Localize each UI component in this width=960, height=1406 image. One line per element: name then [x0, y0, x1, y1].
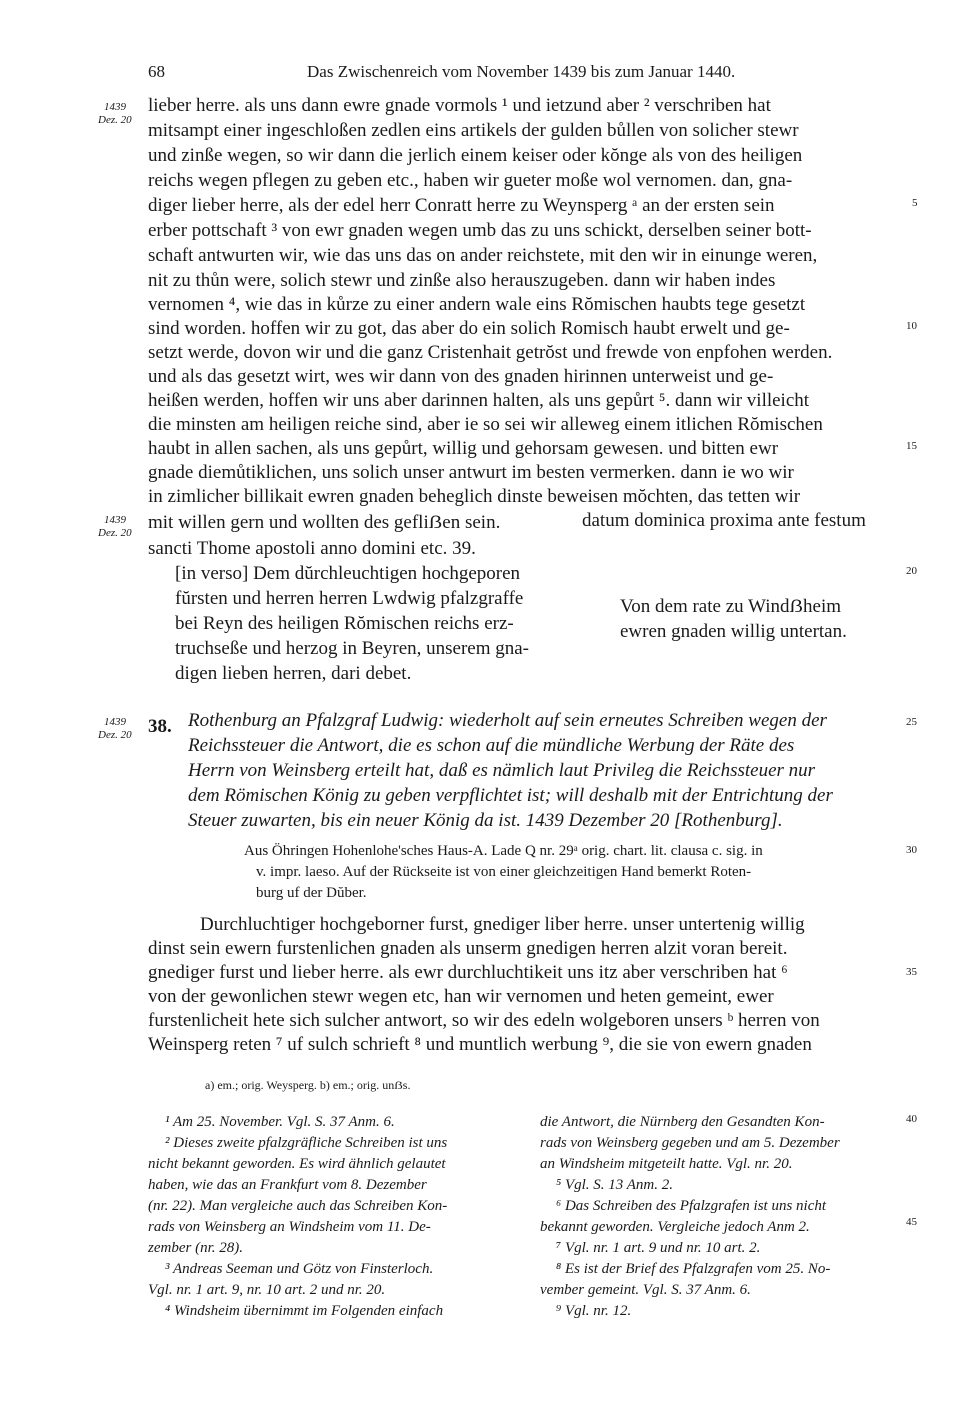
address-line: truchseße und herzog in Beyren, unserem gna- — [175, 638, 530, 659]
footnote-line: ⁶ Das Schreiben des Pfalzgrafen ist uns nicht — [556, 1198, 827, 1214]
dating-clause: datum dominica proxima ante festum — [582, 510, 866, 531]
regest-line: Rothenburg an Pfalzgraf Ludwig: wiederholt auf sein erneutes Schreiben wegen der — [188, 710, 827, 731]
text-line: reichs wegen pflegen zu geben etc., haben wir gueter moße wol vernomen. dan, gna- — [148, 170, 793, 191]
text-line: von der gewonlichen stewr wegen etc, han wir vernomen und heten gemeint, ewer — [148, 986, 774, 1007]
regest-line: dem Römischen König zu geben verpflichtet ist; will deshalb mit der Entrichtung der — [188, 785, 833, 806]
text-line: diger lieber herre, als der edel herr Conratt herre zu Weynsperg ᵃ an der ersten sein — [148, 195, 775, 216]
text-line: lieber herre. als uns dann ewre gnade vormols ¹ und ietzund aber ² verschriben hat — [148, 95, 771, 116]
footnote-line: an Windsheim mitgeteilt hatte. Vgl. nr. 20. — [540, 1156, 793, 1172]
address-line: digen lieben herren, dari debet. — [175, 663, 412, 684]
text-line: in zimlicher billikait ewren gnaden beheglich dinste beweisen mŏchten, das tetten wir — [148, 486, 801, 507]
address-line: [in verso] Dem dŭrchleuchtigen hochgeporen — [175, 563, 521, 584]
page-number: 68 — [148, 62, 165, 81]
footnote-line: haben, wie das an Frankfurt vom 8. Dezember — [148, 1177, 427, 1193]
address-line: bei Reyn des heiligen Rŏmischen reichs erz- — [175, 613, 514, 634]
text-line: sind worden. hoffen wir zu got, das aber do ein solich Romisch haubt erwelt und ge- — [148, 318, 790, 339]
text-line: und zinße wegen, so wir dann die jerlich einem keiser oder kŏnge als von des heiligen — [148, 145, 803, 166]
document-number: 38. — [148, 716, 172, 737]
footnote-line: ¹ Am 25. November. Vgl. S. 37 Anm. 6. — [165, 1114, 395, 1130]
text-line: Durchluchtiger hochgeborner furst, gnediger liber herre. unser untertenig willig — [200, 914, 805, 935]
line-number: 35 — [906, 966, 917, 978]
line-number: 25 — [906, 716, 917, 728]
signature-line: Von dem rate zu Windẞheim — [620, 596, 842, 617]
regest-line: Herrn von Weinsberg erteilt hat, daß es nämlich laut Privileg die Reichssteuer nur — [188, 760, 816, 781]
text-line: mit willen gern und wollten des gefliẞen sein. — [148, 512, 501, 533]
footnote-line: ⁸ Es ist der Brief des Pfalzgrafen vom 25. No- — [556, 1261, 831, 1277]
text-line: und als das gesetzt wirt, wes wir dann von des gnaden hirinnen unterweist und ge- — [148, 366, 774, 387]
source-line: Aus Öhringen Hohenlohe'sches Haus-A. Lade Q nr. 29ᵃ orig. chart. lit. clausa c. sig. in — [244, 843, 763, 859]
footnote-line: ⁵ Vgl. S. 13 Anm. 2. — [556, 1177, 674, 1193]
footnote-line: ⁴ Windsheim übernimmt im Folgenden einfach — [165, 1303, 444, 1319]
line-number: 20 — [906, 565, 917, 577]
source-line: v. impr. laeso. Auf der Rückseite ist von einer gleichzeitigen Hand bemerkt Roten- — [256, 864, 752, 880]
signature-line: ewren gnaden willig untertan. — [620, 621, 847, 642]
regest-line: Reichssteuer die Antwort, die es schon auf die mündliche Werbung der Räte des — [188, 735, 795, 756]
text-line: gnade diemůtiklichen, uns solich unser antwurt im besten vermerken. dann ie wo wir — [148, 462, 794, 483]
margin-date: 1439 Dez. 20 — [98, 101, 132, 126]
text-line: heißen werden, hoffen wir uns aber darinnen halten, als uns gepůrt ⁵. dann wir villeicht — [148, 390, 810, 411]
footnote-line: vember gemeint. Vgl. S. 37 Anm. 6. — [540, 1282, 751, 1298]
text-line: nit zu thůn were, solich stewr und zinße also herauszugeben. dann wir haben indes — [148, 270, 776, 291]
margin-date: 1439 Dez. 20 — [98, 716, 132, 741]
text-line: gnediger furst und lieber herre. als ewr durchluchtikeit uns itz aber verschriben hat ⁶ — [148, 962, 788, 983]
line-number: 40 — [906, 1113, 917, 1125]
text-line: sancti Thome apostoli anno domini etc. 39. — [148, 538, 476, 559]
running-title: Das Zwischenreich vom November 1439 bis zum Januar 1440. — [307, 62, 736, 81]
text-line: erber pottschaft ³ von ewr gnaden wegen umb das zu uns schickt, derselben seiner bott- — [148, 220, 812, 241]
text-line: schaft antwurten wir, wie das uns das on ander reichstete, mit den wir in einunge weren, — [148, 245, 818, 266]
text-line: haubt in allen sachen, als uns gepůrt, willig und gehorsam gewesen. und bitten ewr — [148, 438, 779, 459]
text-line: mitsampt einer ingeschloßen zedlen eins artikels der gulden bůllen von solicher stewr — [148, 120, 799, 141]
text-line: Weinsperg reten ⁷ uf sulch schrieft ⁸ und muntlich werbung ⁹, die sie von ewern gnaden — [148, 1034, 812, 1055]
footnote-line: ⁷ Vgl. nr. 1 art. 9 und nr. 10 art. 2. — [556, 1240, 761, 1256]
address-line: fŭrsten und herren herren Lwdwig pfalzgraffe — [175, 588, 524, 609]
source-line: burg uf der Dŭber. — [256, 885, 367, 901]
footnote-line: rads von Weinsberg an Windsheim vom 11. De- — [148, 1219, 431, 1235]
text-line: vernomen ⁴, wie das in kůrze zu einer andern wale eins Rŏmischen haubts tege gesetzt — [148, 294, 806, 315]
margin-date: 1439 Dez. 20 — [98, 514, 132, 539]
footnote-line: zember (nr. 28). — [148, 1240, 243, 1256]
footnote-line: rads von Weinsberg gegeben und am 5. Dezember — [540, 1135, 840, 1151]
line-number: 45 — [906, 1216, 917, 1228]
text-line: furstenlicheit hete sich sulcher antwort, so wir des edeln wolgeboren unsers ᵇ herren von — [148, 1010, 820, 1031]
footnote-line: ³ Andreas Seeman und Götz von Finsterloch. — [165, 1261, 434, 1277]
footnote-line: nicht bekannt geworden. Es wird ähnlich gelautet — [148, 1156, 446, 1172]
line-number: 15 — [906, 440, 917, 452]
line-number: 30 — [906, 844, 917, 856]
footnote-line: bekannt geworden. Vergleiche jedoch Anm 2. — [540, 1219, 810, 1235]
text-apparatus: a) em.; orig. Weysperg. b) em.; orig. unẞs. — [205, 1078, 411, 1092]
footnote-line: die Antwort, die Nürnberg den Gesandten Kon- — [540, 1114, 825, 1130]
footnote-line: (nr. 22). Man vergleiche auch das Schreiben Kon- — [148, 1198, 448, 1214]
footnote-line: ⁹ Vgl. nr. 12. — [556, 1303, 632, 1319]
text-line: die minsten am heiligen reiche sind, aber ie so sei wir alleweg einem itlichen Rŏmischen — [148, 414, 823, 435]
regest-line: Steuer zuwarten, bis ein neuer König da ist. 1439 Dezember 20 [Rothenburg]. — [188, 810, 783, 831]
text-line: setzt werde, dovon wir und die ganz Cristenhait getrŏst und frewde von enpfohen werden. — [148, 342, 833, 363]
line-number: 10 — [906, 320, 917, 332]
footnote-line: ² Dieses zweite pfalzgräfliche Schreiben ist uns — [165, 1135, 448, 1151]
footnote-line: Vgl. nr. 1 art. 9, nr. 10 art. 2 und nr. 20. — [148, 1282, 386, 1298]
text-line: dinst sein ewern furstenlichen gnaden als unserm gnedigen herren alzit voran bereit. — [148, 938, 788, 959]
line-number: 5 — [912, 197, 918, 209]
